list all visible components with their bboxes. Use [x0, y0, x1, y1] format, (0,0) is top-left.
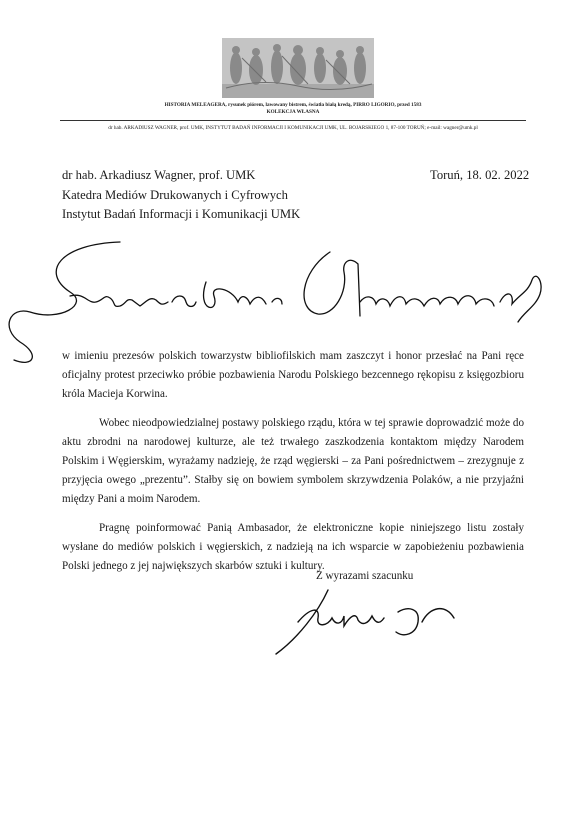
closing-line: Z wyrazami szacunku: [316, 570, 414, 582]
engraving-caption: [60, 102, 526, 116]
header-engraving-image: [222, 38, 374, 98]
sender-institute: Instytut Badań Informacji i Komunikacji UMK: [62, 207, 301, 221]
caption-line-1: HISTORIA MELEAGERA, rysunek piórem, lawowany bistrem, światła białą kredą, PIRRO LIGORIO, przed 1583: [164, 102, 422, 108]
caption-line-2: KOLEKCJA WŁASNA: [266, 109, 320, 115]
body-paragraph-1: w imieniu prezesów polskich towarzystw bibliofilskich mam zaszczyt i honor przesłać na Pani ręce oficjalny protest przeciwko próbie pozbawienia Narodu Polskiego bezcennego rękopisu z księgozbioru króla Macieja Korwina.: [62, 350, 524, 400]
sender-name: dr hab. Arkadiusz Wagner, prof. UMK: [62, 168, 256, 182]
sender-department: Katedra Mediów Drukowanych i Cyfrowych: [62, 187, 288, 202]
sender-block: [62, 166, 300, 225]
handwritten-signature: [258, 582, 458, 662]
letter-body: [62, 347, 524, 586]
place-date: Toruń, 18. 02. 2022: [430, 168, 530, 182]
letterhead-address: dr hab. ARKADIUSZ WAGNER, prof. UMK, INSTYTUT BADAŃ INFORMACJI I KOMUNIKACJI UMK, UL. BOJARSKIEGO 1, 87-100 TORUŃ; e-mail: wagner@umk.pl: [108, 125, 478, 131]
body-paragraph-3: Pragnę poinformować Panią Ambasador, że elektroniczne kopie niniejszego listu zostały wysłane do mediów polskich i węgierskich, z nadzieją na ich wsparcie w zapobieżeniu pozbawienia Polski jednego z jej największych skarbów sztuki i kultury.: [62, 522, 524, 572]
body-paragraph-2: Wobec nieodpowiedzialnej postawy polskiego rządu, która w tej sprawie doprowadzić może do aktu zbrodni na narodowej kulturze, ale też trwałego zaszkodzenia kontaktom między Narodem Polskim i Węgierskim, wyrażamy nadzieję, że rząd węgierski – za Pani pośrednictwem – zrezygnuje z przyjęcia owego „prezentu”. Stałby się on bowiem symbolem skrzywdzenia Polaków, a nie przyjaźni między Pani a moim Narodem.: [62, 417, 524, 505]
header-divider: [60, 120, 526, 121]
